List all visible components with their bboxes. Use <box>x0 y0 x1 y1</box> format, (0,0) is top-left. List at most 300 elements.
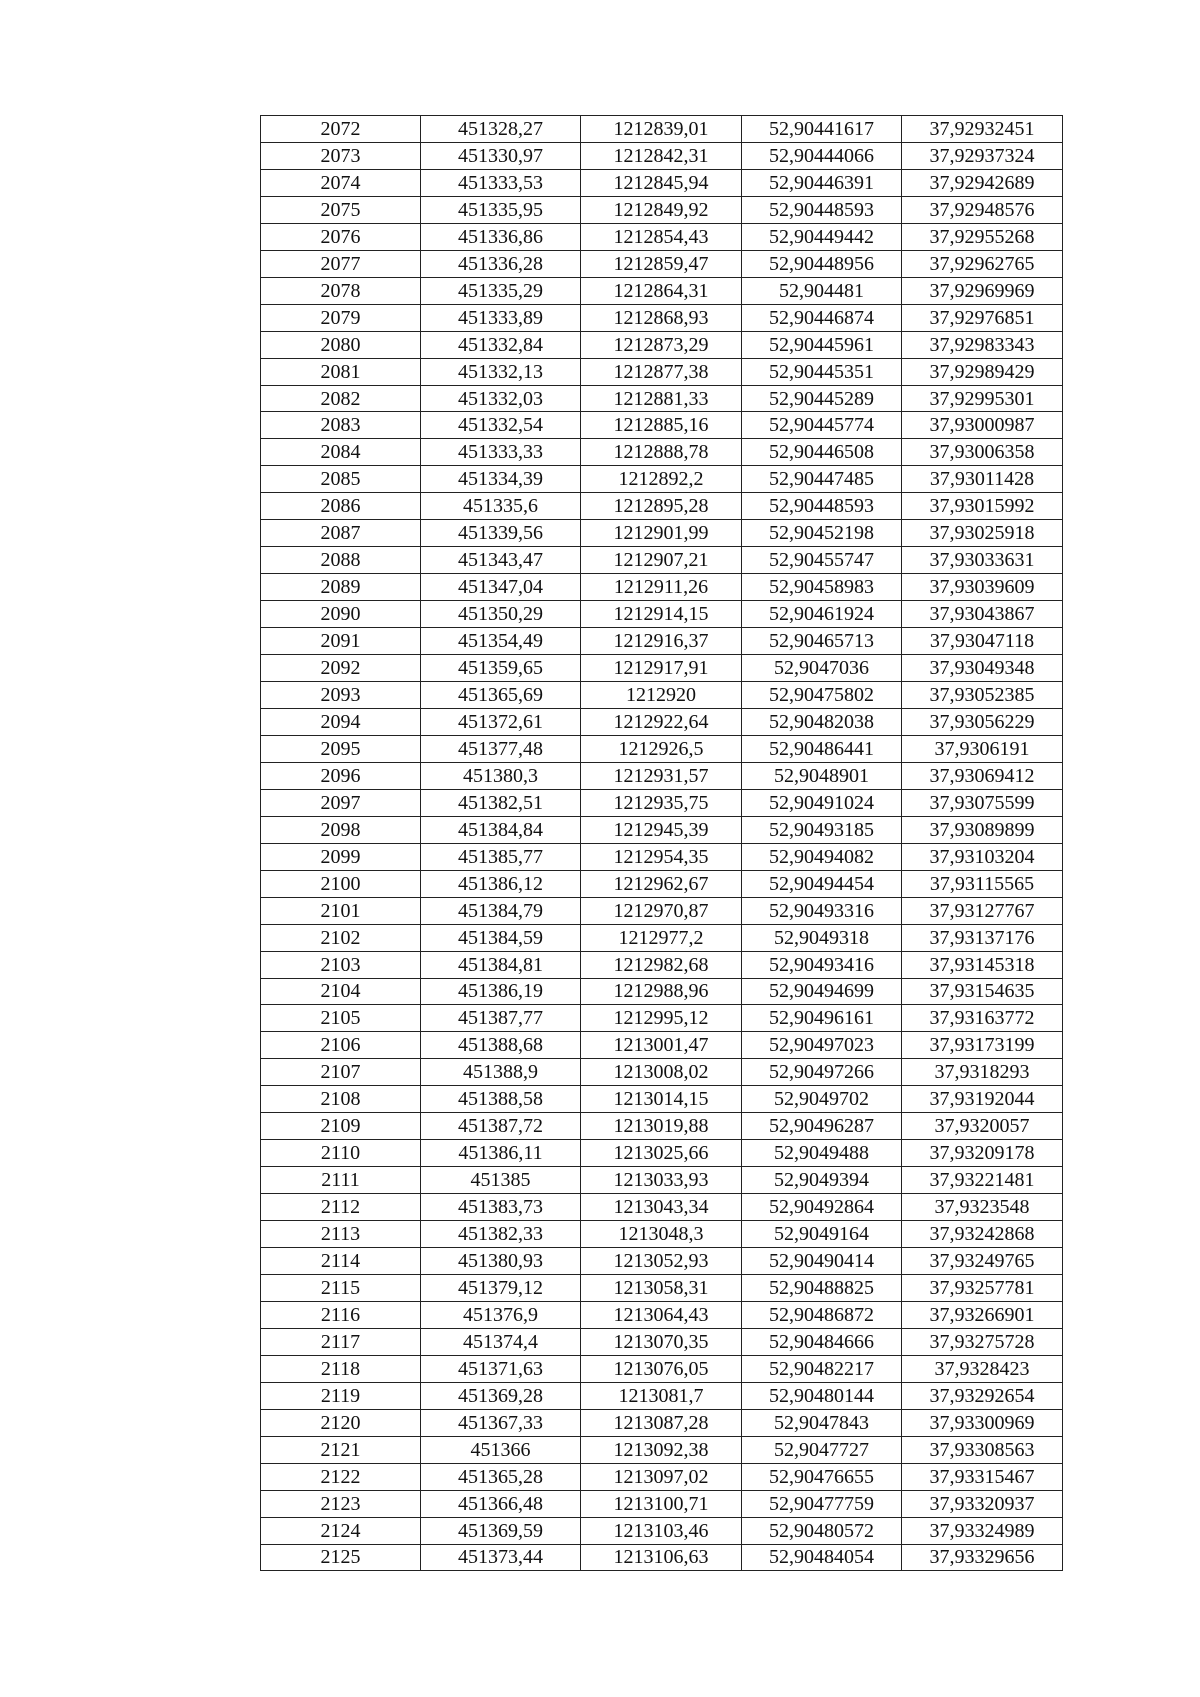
longitude-cell: 37,92983343 <box>902 331 1063 358</box>
table-row <box>261 196 1063 223</box>
x-coordinate-cell: 451386,19 <box>421 978 581 1005</box>
point-number-cell: 2107 <box>261 1059 421 1086</box>
longitude-cell: 37,93103204 <box>902 843 1063 870</box>
longitude-cell: 37,92995301 <box>902 385 1063 412</box>
x-coordinate-cell: 451332,13 <box>421 358 581 385</box>
x-coordinate-cell: 451383,73 <box>421 1194 581 1221</box>
table-row <box>261 843 1063 870</box>
longitude-cell: 37,93069412 <box>902 762 1063 789</box>
table-row <box>261 116 1063 143</box>
latitude-cell: 52,90452198 <box>742 520 902 547</box>
table-row <box>261 1463 1063 1490</box>
longitude-cell: 37,93043867 <box>902 601 1063 628</box>
y-coordinate-cell: 1212907,21 <box>581 547 742 574</box>
latitude-cell: 52,90449442 <box>742 223 902 250</box>
latitude-cell: 52,904481 <box>742 277 902 304</box>
longitude-cell: 37,93209178 <box>902 1140 1063 1167</box>
y-coordinate-cell: 1213058,31 <box>581 1274 742 1301</box>
point-number-cell: 2112 <box>261 1194 421 1221</box>
latitude-cell: 52,90482217 <box>742 1355 902 1382</box>
x-coordinate-cell: 451384,84 <box>421 816 581 843</box>
y-coordinate-cell: 1212931,57 <box>581 762 742 789</box>
x-coordinate-cell: 451333,89 <box>421 304 581 331</box>
y-coordinate-cell: 1213103,46 <box>581 1517 742 1544</box>
table-row <box>261 897 1063 924</box>
longitude-cell: 37,93015992 <box>902 493 1063 520</box>
y-coordinate-cell: 1212995,12 <box>581 1005 742 1032</box>
table-row <box>261 1221 1063 1248</box>
x-coordinate-cell: 451384,81 <box>421 951 581 978</box>
x-coordinate-cell: 451384,59 <box>421 924 581 951</box>
x-coordinate-cell: 451336,28 <box>421 250 581 277</box>
latitude-cell: 52,90493316 <box>742 897 902 924</box>
point-number-cell: 2122 <box>261 1463 421 1490</box>
point-number-cell: 2106 <box>261 1032 421 1059</box>
latitude-cell: 52,9049488 <box>742 1140 902 1167</box>
x-coordinate-cell: 451365,69 <box>421 682 581 709</box>
latitude-cell: 52,90448956 <box>742 250 902 277</box>
latitude-cell: 52,90445289 <box>742 385 902 412</box>
latitude-cell: 52,90493416 <box>742 951 902 978</box>
longitude-cell: 37,93249765 <box>902 1248 1063 1275</box>
latitude-cell: 52,90465713 <box>742 628 902 655</box>
table-row <box>261 735 1063 762</box>
x-coordinate-cell: 451336,86 <box>421 223 581 250</box>
point-number-cell: 2124 <box>261 1517 421 1544</box>
point-number-cell: 2097 <box>261 789 421 816</box>
longitude-cell: 37,93052385 <box>902 682 1063 709</box>
coordinates-table <box>260 115 1063 1571</box>
table-row <box>261 1248 1063 1275</box>
point-number-cell: 2121 <box>261 1436 421 1463</box>
point-number-cell: 2099 <box>261 843 421 870</box>
latitude-cell: 52,90494082 <box>742 843 902 870</box>
longitude-cell: 37,92989429 <box>902 358 1063 385</box>
longitude-cell: 37,93056229 <box>902 708 1063 735</box>
point-number-cell: 2108 <box>261 1086 421 1113</box>
longitude-cell: 37,93127767 <box>902 897 1063 924</box>
point-number-cell: 2125 <box>261 1544 421 1571</box>
point-number-cell: 2098 <box>261 816 421 843</box>
point-number-cell: 2085 <box>261 466 421 493</box>
y-coordinate-cell: 1212920 <box>581 682 742 709</box>
x-coordinate-cell: 451371,63 <box>421 1355 581 1382</box>
longitude-cell: 37,9323548 <box>902 1194 1063 1221</box>
y-coordinate-cell: 1212954,35 <box>581 843 742 870</box>
table-row <box>261 574 1063 601</box>
point-number-cell: 2074 <box>261 169 421 196</box>
table-row <box>261 1436 1063 1463</box>
table-row <box>261 789 1063 816</box>
table-row <box>261 816 1063 843</box>
y-coordinate-cell: 1213106,63 <box>581 1544 742 1571</box>
table-row <box>261 1355 1063 1382</box>
longitude-cell: 37,93300969 <box>902 1409 1063 1436</box>
latitude-cell: 52,90445774 <box>742 412 902 439</box>
latitude-cell: 52,90491024 <box>742 789 902 816</box>
table-row <box>261 708 1063 735</box>
point-number-cell: 2077 <box>261 250 421 277</box>
table-row <box>261 1113 1063 1140</box>
longitude-cell: 37,92955268 <box>902 223 1063 250</box>
point-number-cell: 2093 <box>261 682 421 709</box>
point-number-cell: 2089 <box>261 574 421 601</box>
x-coordinate-cell: 451359,65 <box>421 655 581 682</box>
x-coordinate-cell: 451335,29 <box>421 277 581 304</box>
point-number-cell: 2115 <box>261 1274 421 1301</box>
table-row <box>261 412 1063 439</box>
x-coordinate-cell: 451332,54 <box>421 412 581 439</box>
y-coordinate-cell: 1212885,16 <box>581 412 742 439</box>
latitude-cell: 52,90494699 <box>742 978 902 1005</box>
y-coordinate-cell: 1213076,05 <box>581 1355 742 1382</box>
x-coordinate-cell: 451373,44 <box>421 1544 581 1571</box>
point-number-cell: 2091 <box>261 628 421 655</box>
x-coordinate-cell: 451350,29 <box>421 601 581 628</box>
point-number-cell: 2094 <box>261 708 421 735</box>
point-number-cell: 2086 <box>261 493 421 520</box>
latitude-cell: 52,90484054 <box>742 1544 902 1571</box>
latitude-cell: 52,90448593 <box>742 196 902 223</box>
longitude-cell: 37,92976851 <box>902 304 1063 331</box>
longitude-cell: 37,93033631 <box>902 547 1063 574</box>
latitude-cell: 52,9047843 <box>742 1409 902 1436</box>
longitude-cell: 37,9306191 <box>902 735 1063 762</box>
point-number-cell: 2072 <box>261 116 421 143</box>
latitude-cell: 52,90446508 <box>742 439 902 466</box>
longitude-cell: 37,93115565 <box>902 870 1063 897</box>
table-row <box>261 682 1063 709</box>
table-row <box>261 385 1063 412</box>
point-number-cell: 2090 <box>261 601 421 628</box>
latitude-cell: 52,90497266 <box>742 1059 902 1086</box>
x-coordinate-cell: 451339,56 <box>421 520 581 547</box>
latitude-cell: 52,90476655 <box>742 1463 902 1490</box>
longitude-cell: 37,93324989 <box>902 1517 1063 1544</box>
table-row <box>261 1005 1063 1032</box>
point-number-cell: 2109 <box>261 1113 421 1140</box>
longitude-cell: 37,93275728 <box>902 1328 1063 1355</box>
y-coordinate-cell: 1213048,3 <box>581 1221 742 1248</box>
y-coordinate-cell: 1213100,71 <box>581 1490 742 1517</box>
x-coordinate-cell: 451388,58 <box>421 1086 581 1113</box>
x-coordinate-cell: 451335,6 <box>421 493 581 520</box>
table-row <box>261 1301 1063 1328</box>
latitude-cell: 52,90480572 <box>742 1517 902 1544</box>
table-row <box>261 493 1063 520</box>
latitude-cell: 52,90455747 <box>742 547 902 574</box>
longitude-cell: 37,93145318 <box>902 951 1063 978</box>
point-number-cell: 2073 <box>261 142 421 169</box>
table-row <box>261 466 1063 493</box>
y-coordinate-cell: 1212839,01 <box>581 116 742 143</box>
longitude-cell: 37,93047118 <box>902 628 1063 655</box>
y-coordinate-cell: 1213064,43 <box>581 1301 742 1328</box>
longitude-cell: 37,93173199 <box>902 1032 1063 1059</box>
y-coordinate-cell: 1212922,64 <box>581 708 742 735</box>
longitude-cell: 37,92969969 <box>902 277 1063 304</box>
y-coordinate-cell: 1212977,2 <box>581 924 742 951</box>
table-row <box>261 1544 1063 1571</box>
latitude-cell: 52,90492864 <box>742 1194 902 1221</box>
point-number-cell: 2082 <box>261 385 421 412</box>
longitude-cell: 37,9320057 <box>902 1113 1063 1140</box>
point-number-cell: 2095 <box>261 735 421 762</box>
table-row <box>261 870 1063 897</box>
longitude-cell: 37,93006358 <box>902 439 1063 466</box>
table-row <box>261 547 1063 574</box>
longitude-cell: 37,93025918 <box>902 520 1063 547</box>
table-row <box>261 331 1063 358</box>
x-coordinate-cell: 451376,9 <box>421 1301 581 1328</box>
point-number-cell: 2110 <box>261 1140 421 1167</box>
y-coordinate-cell: 1213087,28 <box>581 1409 742 1436</box>
y-coordinate-cell: 1212854,43 <box>581 223 742 250</box>
x-coordinate-cell: 451366,48 <box>421 1490 581 1517</box>
latitude-cell: 52,90477759 <box>742 1490 902 1517</box>
latitude-cell: 52,90445351 <box>742 358 902 385</box>
latitude-cell: 52,9048901 <box>742 762 902 789</box>
x-coordinate-cell: 451366 <box>421 1436 581 1463</box>
longitude-cell: 37,92942689 <box>902 169 1063 196</box>
y-coordinate-cell: 1212842,31 <box>581 142 742 169</box>
table-row <box>261 1517 1063 1544</box>
table-row <box>261 1274 1063 1301</box>
longitude-cell: 37,93221481 <box>902 1167 1063 1194</box>
table-row <box>261 762 1063 789</box>
x-coordinate-cell: 451388,9 <box>421 1059 581 1086</box>
y-coordinate-cell: 1212988,96 <box>581 978 742 1005</box>
latitude-cell: 52,9049318 <box>742 924 902 951</box>
longitude-cell: 37,93011428 <box>902 466 1063 493</box>
latitude-cell: 52,90482038 <box>742 708 902 735</box>
point-number-cell: 2075 <box>261 196 421 223</box>
x-coordinate-cell: 451387,77 <box>421 1005 581 1032</box>
table-row <box>261 1059 1063 1086</box>
point-number-cell: 2092 <box>261 655 421 682</box>
y-coordinate-cell: 1213043,34 <box>581 1194 742 1221</box>
point-number-cell: 2101 <box>261 897 421 924</box>
latitude-cell: 52,90496161 <box>742 1005 902 1032</box>
y-coordinate-cell: 1212873,29 <box>581 331 742 358</box>
longitude-cell: 37,92937324 <box>902 142 1063 169</box>
table-row <box>261 1086 1063 1113</box>
table-row <box>261 250 1063 277</box>
table-row <box>261 142 1063 169</box>
point-number-cell: 2120 <box>261 1409 421 1436</box>
table-row <box>261 169 1063 196</box>
longitude-cell: 37,93308563 <box>902 1436 1063 1463</box>
y-coordinate-cell: 1213001,47 <box>581 1032 742 1059</box>
y-coordinate-cell: 1213092,38 <box>581 1436 742 1463</box>
x-coordinate-cell: 451347,04 <box>421 574 581 601</box>
latitude-cell: 52,90480144 <box>742 1382 902 1409</box>
x-coordinate-cell: 451333,33 <box>421 439 581 466</box>
y-coordinate-cell: 1212849,92 <box>581 196 742 223</box>
latitude-cell: 52,90447485 <box>742 466 902 493</box>
point-number-cell: 2103 <box>261 951 421 978</box>
y-coordinate-cell: 1213008,02 <box>581 1059 742 1086</box>
longitude-cell: 37,9328423 <box>902 1355 1063 1382</box>
x-coordinate-cell: 451334,39 <box>421 466 581 493</box>
x-coordinate-cell: 451385 <box>421 1167 581 1194</box>
y-coordinate-cell: 1213025,66 <box>581 1140 742 1167</box>
x-coordinate-cell: 451365,28 <box>421 1463 581 1490</box>
point-number-cell: 2087 <box>261 520 421 547</box>
x-coordinate-cell: 451377,48 <box>421 735 581 762</box>
point-number-cell: 2079 <box>261 304 421 331</box>
latitude-cell: 52,90448593 <box>742 493 902 520</box>
point-number-cell: 2081 <box>261 358 421 385</box>
point-number-cell: 2113 <box>261 1221 421 1248</box>
longitude-cell: 37,93049348 <box>902 655 1063 682</box>
point-number-cell: 2118 <box>261 1355 421 1382</box>
x-coordinate-cell: 451374,4 <box>421 1328 581 1355</box>
point-number-cell: 2080 <box>261 331 421 358</box>
latitude-cell: 52,9047727 <box>742 1436 902 1463</box>
point-number-cell: 2104 <box>261 978 421 1005</box>
latitude-cell: 52,90461924 <box>742 601 902 628</box>
table-row <box>261 1167 1063 1194</box>
point-number-cell: 2116 <box>261 1301 421 1328</box>
y-coordinate-cell: 1212945,39 <box>581 816 742 843</box>
x-coordinate-cell: 451384,79 <box>421 897 581 924</box>
table-row <box>261 978 1063 1005</box>
latitude-cell: 52,90445961 <box>742 331 902 358</box>
y-coordinate-cell: 1213014,15 <box>581 1086 742 1113</box>
table-row <box>261 601 1063 628</box>
longitude-cell: 37,93163772 <box>902 1005 1063 1032</box>
table-row <box>261 277 1063 304</box>
coordinates-table-body <box>261 116 1063 1571</box>
y-coordinate-cell: 1212962,67 <box>581 870 742 897</box>
longitude-cell: 37,93257781 <box>902 1274 1063 1301</box>
point-number-cell: 2123 <box>261 1490 421 1517</box>
x-coordinate-cell: 451379,12 <box>421 1274 581 1301</box>
y-coordinate-cell: 1212895,28 <box>581 493 742 520</box>
y-coordinate-cell: 1212877,38 <box>581 358 742 385</box>
x-coordinate-cell: 451372,61 <box>421 708 581 735</box>
x-coordinate-cell: 451333,53 <box>421 169 581 196</box>
latitude-cell: 52,90484666 <box>742 1328 902 1355</box>
x-coordinate-cell: 451386,11 <box>421 1140 581 1167</box>
latitude-cell: 52,9047036 <box>742 655 902 682</box>
table-row <box>261 1490 1063 1517</box>
longitude-cell: 37,92962765 <box>902 250 1063 277</box>
table-row <box>261 1328 1063 1355</box>
latitude-cell: 52,90486872 <box>742 1301 902 1328</box>
latitude-cell: 52,90488825 <box>742 1274 902 1301</box>
x-coordinate-cell: 451386,12 <box>421 870 581 897</box>
x-coordinate-cell: 451382,51 <box>421 789 581 816</box>
y-coordinate-cell: 1212917,91 <box>581 655 742 682</box>
latitude-cell: 52,90446874 <box>742 304 902 331</box>
longitude-cell: 37,93320937 <box>902 1490 1063 1517</box>
y-coordinate-cell: 1213033,93 <box>581 1167 742 1194</box>
x-coordinate-cell: 451369,28 <box>421 1382 581 1409</box>
table-row <box>261 628 1063 655</box>
latitude-cell: 52,9049702 <box>742 1086 902 1113</box>
point-number-cell: 2114 <box>261 1248 421 1275</box>
longitude-cell: 37,93089899 <box>902 816 1063 843</box>
y-coordinate-cell: 1212911,26 <box>581 574 742 601</box>
latitude-cell: 52,90458983 <box>742 574 902 601</box>
latitude-cell: 52,90490414 <box>742 1248 902 1275</box>
table-row <box>261 924 1063 951</box>
longitude-cell: 37,93292654 <box>902 1382 1063 1409</box>
y-coordinate-cell: 1212859,47 <box>581 250 742 277</box>
table-row <box>261 655 1063 682</box>
x-coordinate-cell: 451385,77 <box>421 843 581 870</box>
x-coordinate-cell: 451369,59 <box>421 1517 581 1544</box>
point-number-cell: 2111 <box>261 1167 421 1194</box>
latitude-cell: 52,90444066 <box>742 142 902 169</box>
table-row <box>261 1140 1063 1167</box>
y-coordinate-cell: 1212970,87 <box>581 897 742 924</box>
point-number-cell: 2088 <box>261 547 421 574</box>
point-number-cell: 2105 <box>261 1005 421 1032</box>
table-row <box>261 951 1063 978</box>
latitude-cell: 52,90493185 <box>742 816 902 843</box>
y-coordinate-cell: 1212914,15 <box>581 601 742 628</box>
latitude-cell: 52,90446391 <box>742 169 902 196</box>
y-coordinate-cell: 1213097,02 <box>581 1463 742 1490</box>
longitude-cell: 37,93137176 <box>902 924 1063 951</box>
longitude-cell: 37,9318293 <box>902 1059 1063 1086</box>
table-row <box>261 1032 1063 1059</box>
y-coordinate-cell: 1212881,33 <box>581 385 742 412</box>
longitude-cell: 37,93192044 <box>902 1086 1063 1113</box>
longitude-cell: 37,93039609 <box>902 574 1063 601</box>
x-coordinate-cell: 451328,27 <box>421 116 581 143</box>
longitude-cell: 37,93075599 <box>902 789 1063 816</box>
latitude-cell: 52,9049394 <box>742 1167 902 1194</box>
y-coordinate-cell: 1213019,88 <box>581 1113 742 1140</box>
table-row <box>261 1409 1063 1436</box>
y-coordinate-cell: 1212868,93 <box>581 304 742 331</box>
latitude-cell: 52,90486441 <box>742 735 902 762</box>
latitude-cell: 52,90496287 <box>742 1113 902 1140</box>
x-coordinate-cell: 451367,33 <box>421 1409 581 1436</box>
y-coordinate-cell: 1212916,37 <box>581 628 742 655</box>
longitude-cell: 37,93000987 <box>902 412 1063 439</box>
y-coordinate-cell: 1212892,2 <box>581 466 742 493</box>
point-number-cell: 2100 <box>261 870 421 897</box>
point-number-cell: 2078 <box>261 277 421 304</box>
x-coordinate-cell: 451332,03 <box>421 385 581 412</box>
latitude-cell: 52,90475802 <box>742 682 902 709</box>
table-row <box>261 1194 1063 1221</box>
x-coordinate-cell: 451332,84 <box>421 331 581 358</box>
longitude-cell: 37,93242868 <box>902 1221 1063 1248</box>
point-number-cell: 2117 <box>261 1328 421 1355</box>
latitude-cell: 52,90494454 <box>742 870 902 897</box>
table-row <box>261 358 1063 385</box>
latitude-cell: 52,90441617 <box>742 116 902 143</box>
x-coordinate-cell: 451387,72 <box>421 1113 581 1140</box>
longitude-cell: 37,93315467 <box>902 1463 1063 1490</box>
x-coordinate-cell: 451335,95 <box>421 196 581 223</box>
y-coordinate-cell: 1212901,99 <box>581 520 742 547</box>
point-number-cell: 2076 <box>261 223 421 250</box>
longitude-cell: 37,92932451 <box>902 116 1063 143</box>
point-number-cell: 2119 <box>261 1382 421 1409</box>
latitude-cell: 52,9049164 <box>742 1221 902 1248</box>
x-coordinate-cell: 451330,97 <box>421 142 581 169</box>
y-coordinate-cell: 1212888,78 <box>581 439 742 466</box>
point-number-cell: 2102 <box>261 924 421 951</box>
point-number-cell: 2096 <box>261 762 421 789</box>
